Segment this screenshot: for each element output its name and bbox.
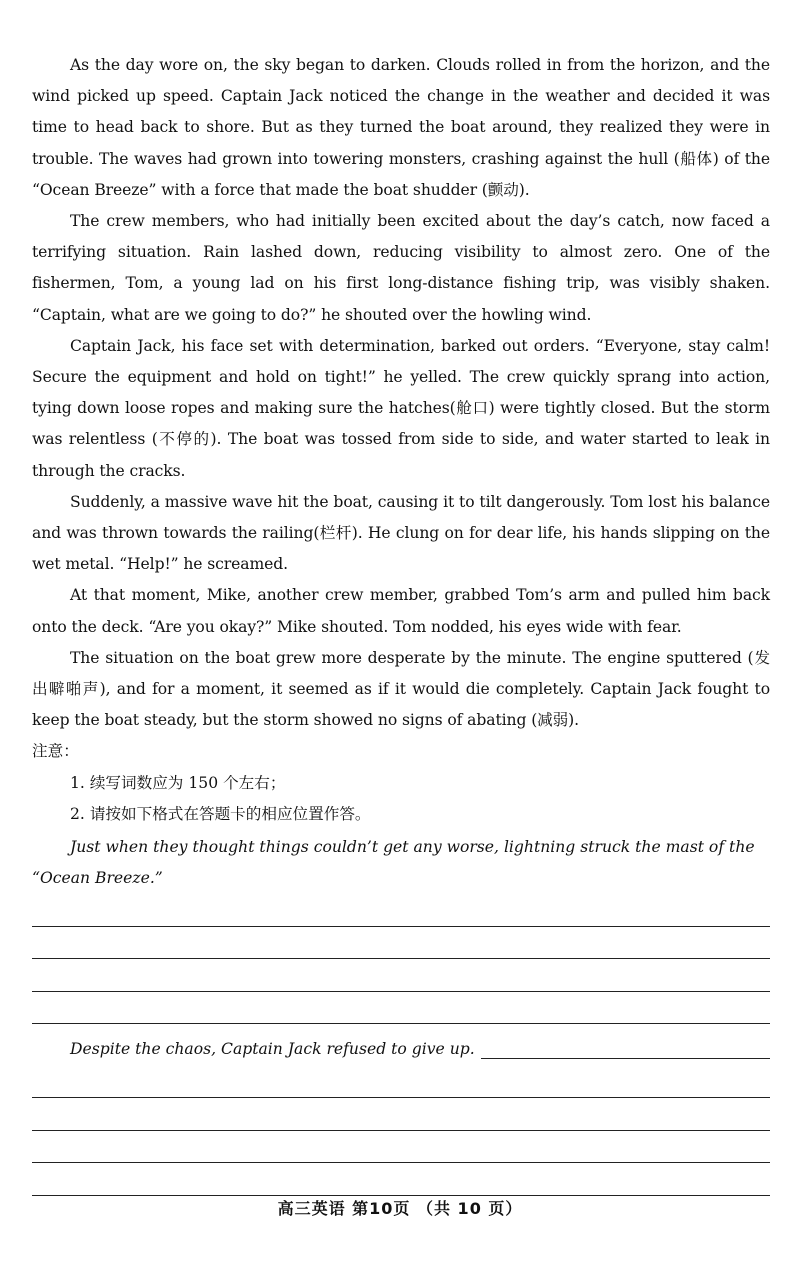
- answer-line[interactable]: [32, 927, 770, 960]
- story-paragraph-1: As the day wore on, the sky began to darken. Clouds rolled in from the horizon, and the wind picked up speed. Captain Jack noticed the change in the weather and decided it was time to head back to shore. But as they turned the boat around, they realized they were in trouble. The waves had grown into towering monsters, crashing against the hull (船体) of the “Ocean Breeze” with a force that made the boat shudder (颤动).: [32, 56, 770, 199]
- answer-line[interactable]: [32, 1163, 770, 1196]
- story-paragraph-6: The situation on the boat grew more desperate by the minute. The engine sputtered (发出噼啪声), and for a moment, it seemed as if it would die completely. Captain Jack fought to keep the boat steady, but the storm showed no signs of abating (减弱).: [32, 648, 770, 730]
- answer-line[interactable]: [32, 1066, 770, 1099]
- story-paragraph-2: The crew members, who had initially been excited about the day’s catch, now faced a terrifying situation. Rain lashed down, reducing visibility to almost zero. One of the fishermen, Tom, a young lad on his first long-distance fishing trip, was visibly shaken. “Captain, what are we going to do?” he shouted over the howling wind.: [32, 212, 770, 324]
- answer-section-2: [32, 1034, 770, 1195]
- story-paragraph-3: Captain Jack, his face set with determination, barked out orders. “Everyone, stay calm! Secure the equipment and hold on tight!” he yelled. The crew quickly sprang into action, tying down loose ropes and making sure the hatches(舱口) were tightly closed. But the storm was relentless (不停的). The boat was tossed from side to side, and water started to leak in through the cracks.: [32, 336, 770, 480]
- note-item-2: 2. 请按如下格式在答题卡的相应位置作答。: [70, 804, 371, 823]
- notes-title: 注意：: [32, 742, 79, 761]
- note-item-1: 1. 续写词数应为 150 个左右；: [70, 773, 286, 792]
- answer-line[interactable]: [32, 1131, 770, 1164]
- answer-line[interactable]: [32, 959, 770, 992]
- page-footer: 高三英语 第10页 （共 10 页）: [277, 1199, 523, 1218]
- story-paragraph-5: At that moment, Mike, another crew member, grabbed Tom’s arm and pulled him back onto the deck. “Are you okay?” Mike shouted. Tom nodded, his eyes wide with fear.: [32, 586, 770, 636]
- story-paragraph-4: Suddenly, a massive wave hit the boat, causing it to tilt dangerously. Tom lost his balance and was thrown towards the railing(栏杆). He clung on for dear life, his hands slipping on the wet metal. “Help!” he screamed.: [32, 492, 770, 574]
- answer-line[interactable]: [481, 1038, 770, 1059]
- answer-line[interactable]: [32, 894, 770, 927]
- answer-line[interactable]: [32, 1098, 770, 1131]
- prompt-2-text: Despite the chaos, Captain Jack refused to give up.: [70, 1040, 475, 1059]
- prompt-2-row: [32, 1034, 770, 1065]
- document-page: [32, 50, 770, 1196]
- prompt-1-row: [32, 832, 770, 894]
- answer-section-1: [32, 832, 770, 1024]
- prompt-1-text: Just when they thought things couldn’t get any worse, lightning struck the mast of the “Ocean Breeze.”: [32, 838, 755, 888]
- answer-line[interactable]: [32, 992, 770, 1025]
